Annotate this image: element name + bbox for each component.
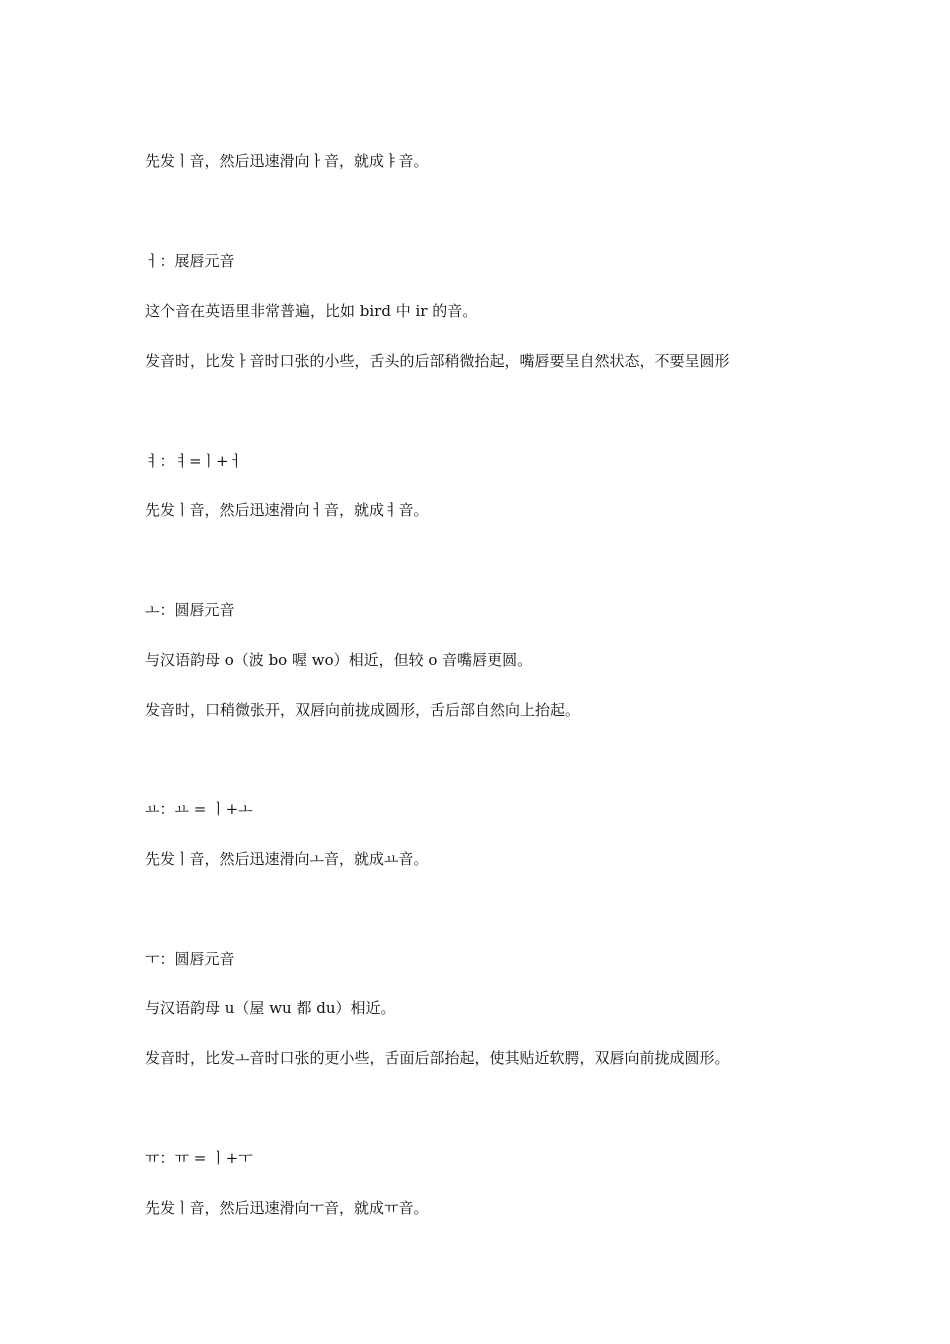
- paragraph-o-pronunciation: 发音时，口稍微张开，双唇向前拢成圆形，舌后部自然向上抬起。: [145, 701, 581, 719]
- paragraph-ya-description: 先发ㅣ音，然后迅速滑向ㅏ音，就成ㅑ音。: [145, 152, 429, 170]
- paragraph-o-comparison: 与汉语韵母 o（波 bo 喔 wo）相近，但较 o 音嘴唇更圆。: [145, 651, 533, 669]
- heading-eo: ㅓ：展唇元音: [145, 252, 235, 270]
- heading-yu: ㅠ：ㅠ = ㅣ+ㅜ: [145, 1149, 253, 1167]
- paragraph-u-comparison: 与汉语韵母 u（屋 wu 都 du）相近。: [145, 999, 396, 1017]
- heading-o: ㅗ：圆唇元音: [145, 601, 235, 619]
- paragraph-yo-description: 先发ㅣ音，然后迅速滑向ㅗ音，就成ㅛ音。: [145, 850, 429, 868]
- paragraph-yu-description: 先发ㅣ音，然后迅速滑向ㅜ音，就成ㅠ音。: [145, 1199, 429, 1217]
- heading-yeo: ㅕ：ㅕ=ㅣ+ㅓ: [145, 452, 244, 470]
- paragraph-yeo-description: 先发ㅣ音，然后迅速滑向ㅓ音，就成ㅕ音。: [145, 501, 429, 519]
- paragraph-u-pronunciation: 发音时，比发ㅗ音时口张的更小些，舌面后部抬起，使其贴近软腭，双唇向前拢成圆形。: [145, 1049, 730, 1067]
- heading-yo: ㅛ：ㅛ = ㅣ+ㅗ: [145, 800, 253, 818]
- paragraph-eo-example: 这个音在英语里非常普遍，比如 bird 中 ir 的音。: [145, 302, 478, 320]
- heading-u: ㅜ：圆唇元音: [145, 950, 235, 968]
- paragraph-eo-pronunciation: 发音时，比发ㅏ音时口张的小些，舌头的后部稍微抬起，嘴唇要呈自然状态，不要呈圆形: [145, 352, 730, 370]
